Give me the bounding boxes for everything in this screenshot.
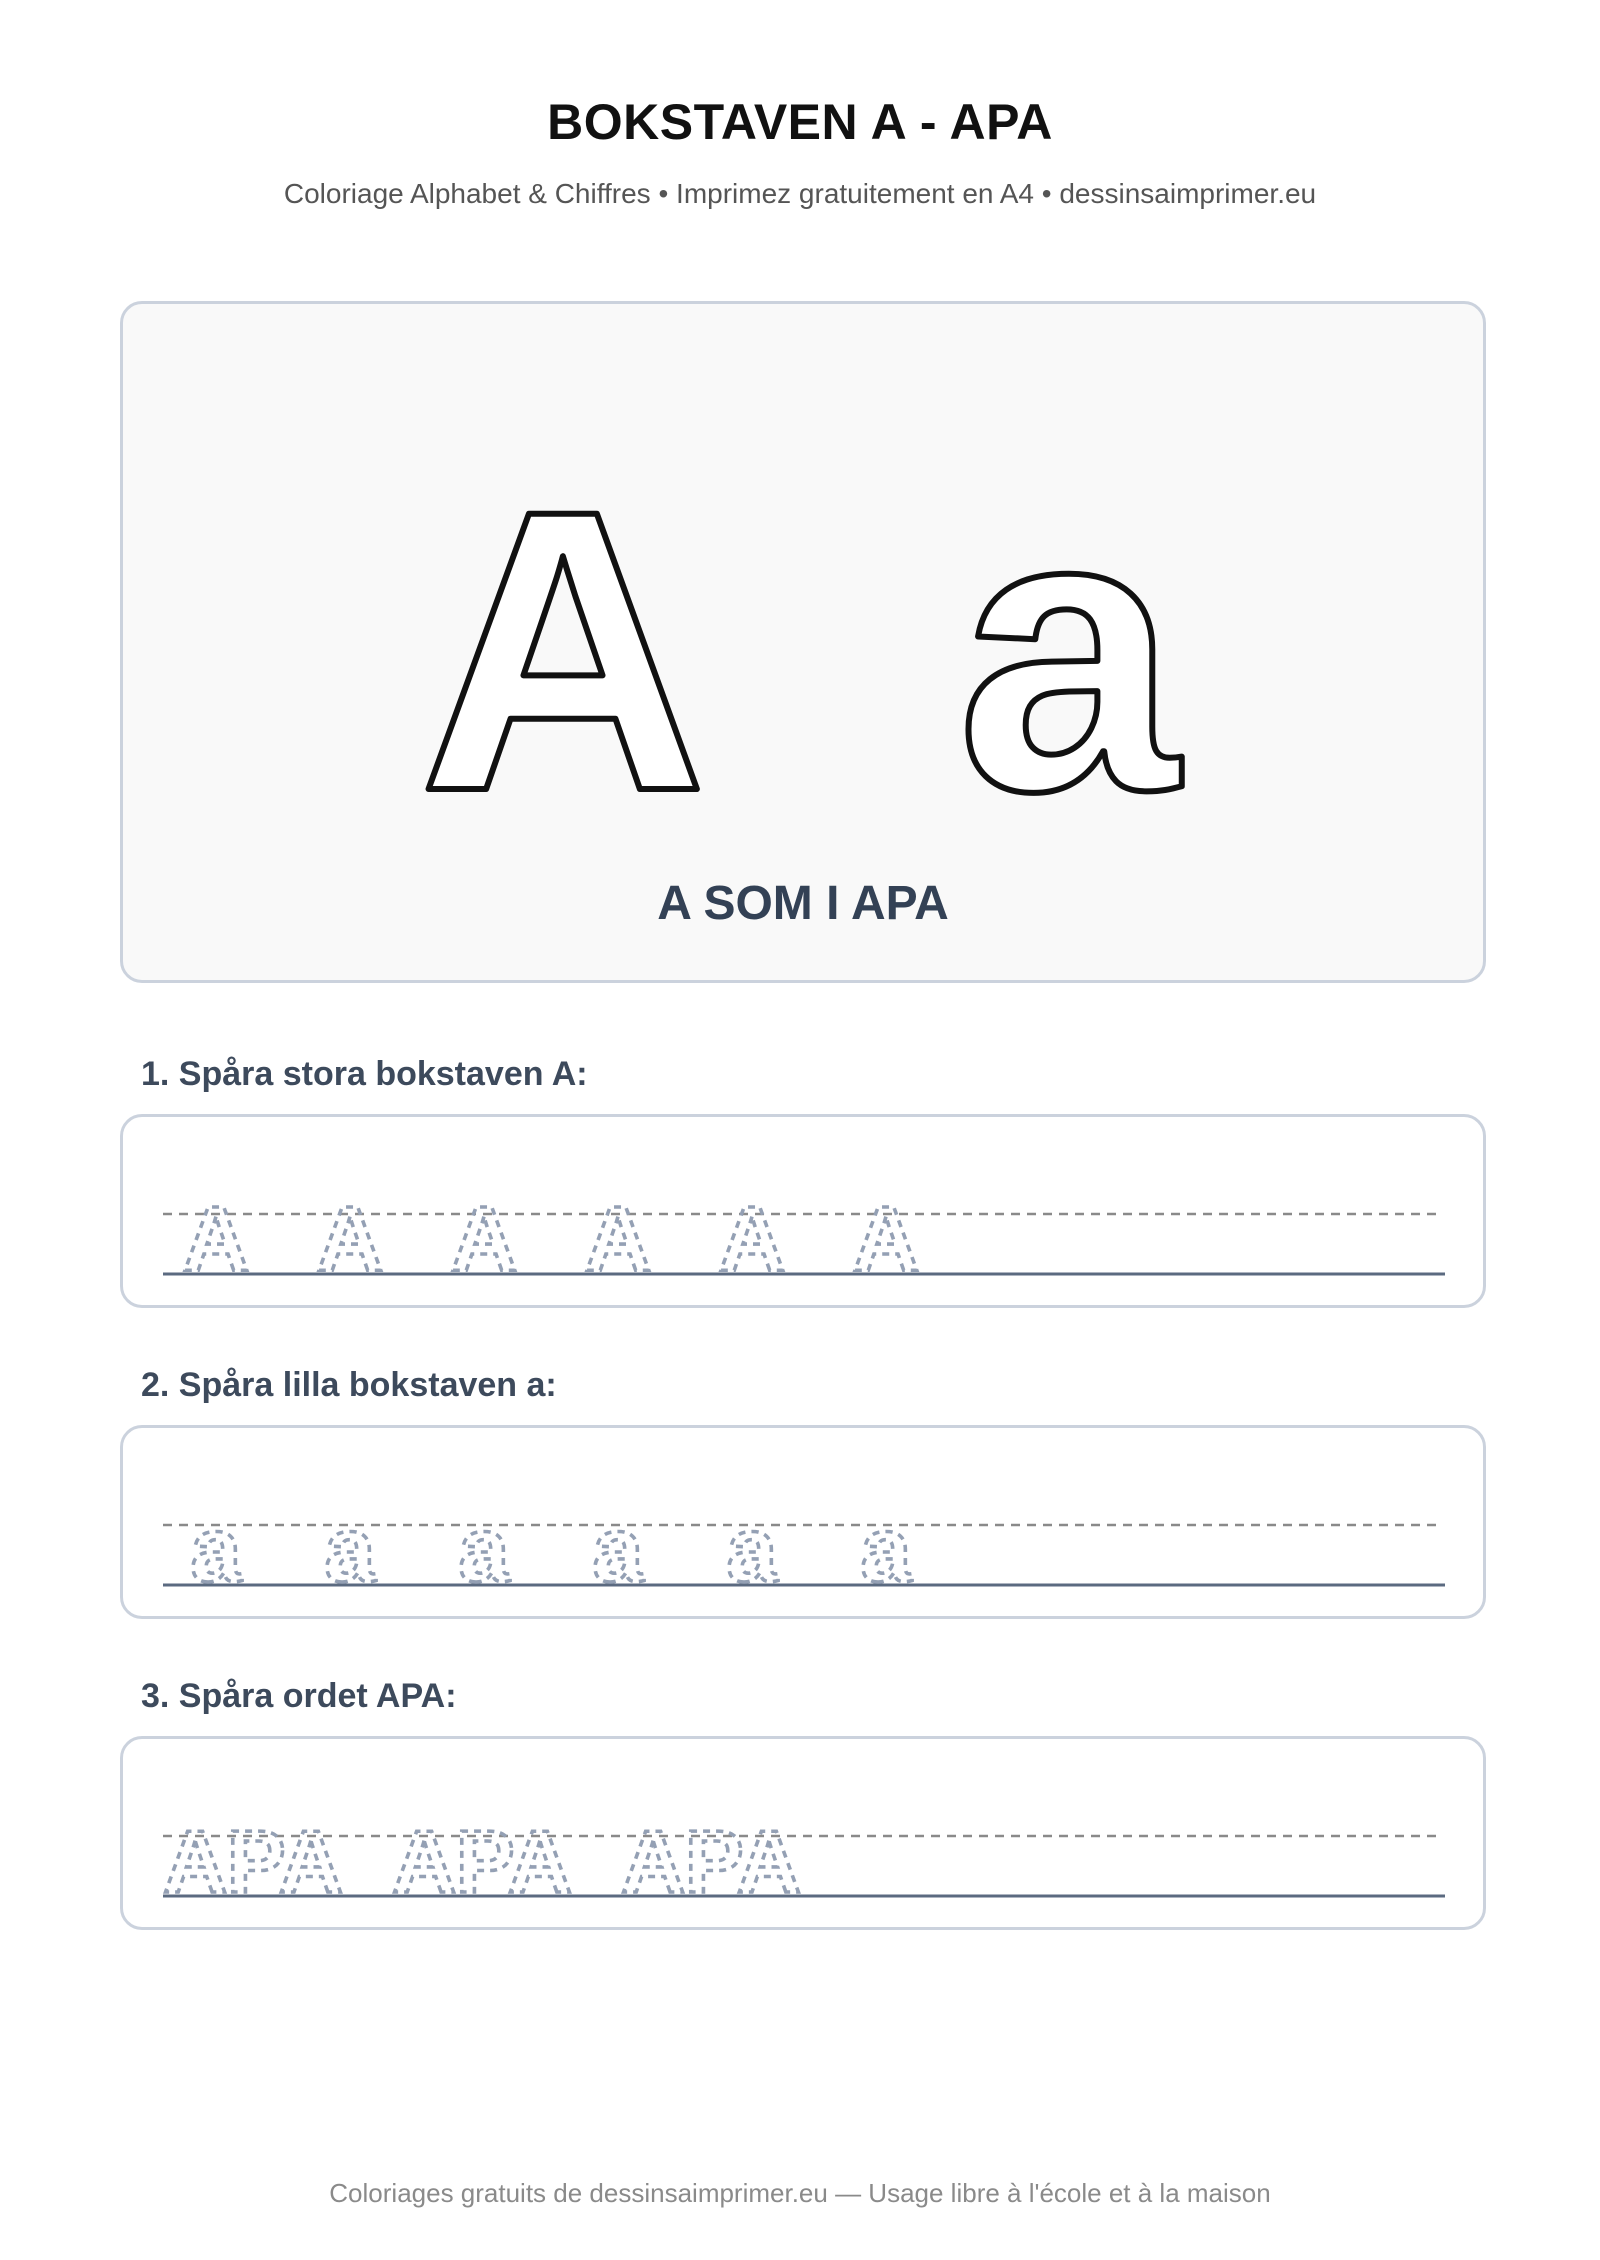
exercise-1-label: 1. Spåra stora bokstaven A: bbox=[141, 1055, 588, 1093]
trace-letter-uppercase: A bbox=[584, 1188, 652, 1290]
hero-letter-card bbox=[120, 301, 1486, 983]
trace-letter-lowercase: a bbox=[324, 1499, 376, 1601]
exercise-3-trace-area bbox=[123, 1739, 1483, 1927]
page-title: BOKSTAVEN A - APA bbox=[547, 94, 1053, 150]
exercise-1-trace-card bbox=[120, 1114, 1486, 1308]
trace-letter-lowercase: a bbox=[190, 1499, 242, 1601]
page-subtitle: Coloriage Alphabet & Chiffres • Imprimez gratuitement en A4 • dessinsaimprimer.eu bbox=[283, 178, 1317, 209]
exercise-2-trace-card bbox=[120, 1425, 1486, 1619]
exercise-3-label: 3. Spåra ordet APA: bbox=[141, 1677, 457, 1715]
trace-letter-uppercase: A bbox=[450, 1188, 518, 1290]
hero-caption: A SOM I APA bbox=[657, 877, 949, 930]
trace-letter-uppercase: A bbox=[718, 1188, 786, 1290]
lowercase-letter-outline: a bbox=[956, 427, 1180, 874]
trace-letter-lowercase: a bbox=[726, 1499, 778, 1601]
exercise-2-label: 2. Spåra lilla bokstaven a: bbox=[141, 1366, 557, 1404]
trace-word: APA bbox=[163, 1812, 343, 1911]
trace-letter-lowercase: a bbox=[592, 1499, 644, 1601]
trace-letter-lowercase: a bbox=[458, 1499, 510, 1601]
uppercase-letter-outline: A bbox=[418, 427, 708, 874]
page-footer: Coloriages gratuits de dessinsaimprimer.eu — Usage libre à l'école et à la maison bbox=[329, 2178, 1271, 2208]
trace-word: APA bbox=[621, 1812, 801, 1911]
exercise-2-trace-area bbox=[123, 1428, 1483, 1616]
trace-letter-uppercase: A bbox=[182, 1188, 250, 1290]
exercise-3-trace-card bbox=[120, 1736, 1486, 1930]
trace-word: APA bbox=[392, 1812, 572, 1911]
trace-word-group bbox=[163, 1812, 800, 1911]
exercise-1-trace-area bbox=[123, 1117, 1483, 1305]
trace-letter-uppercase: A bbox=[852, 1188, 920, 1290]
trace-letter-uppercase: A bbox=[316, 1188, 384, 1290]
trace-letter-lowercase: a bbox=[860, 1499, 912, 1601]
